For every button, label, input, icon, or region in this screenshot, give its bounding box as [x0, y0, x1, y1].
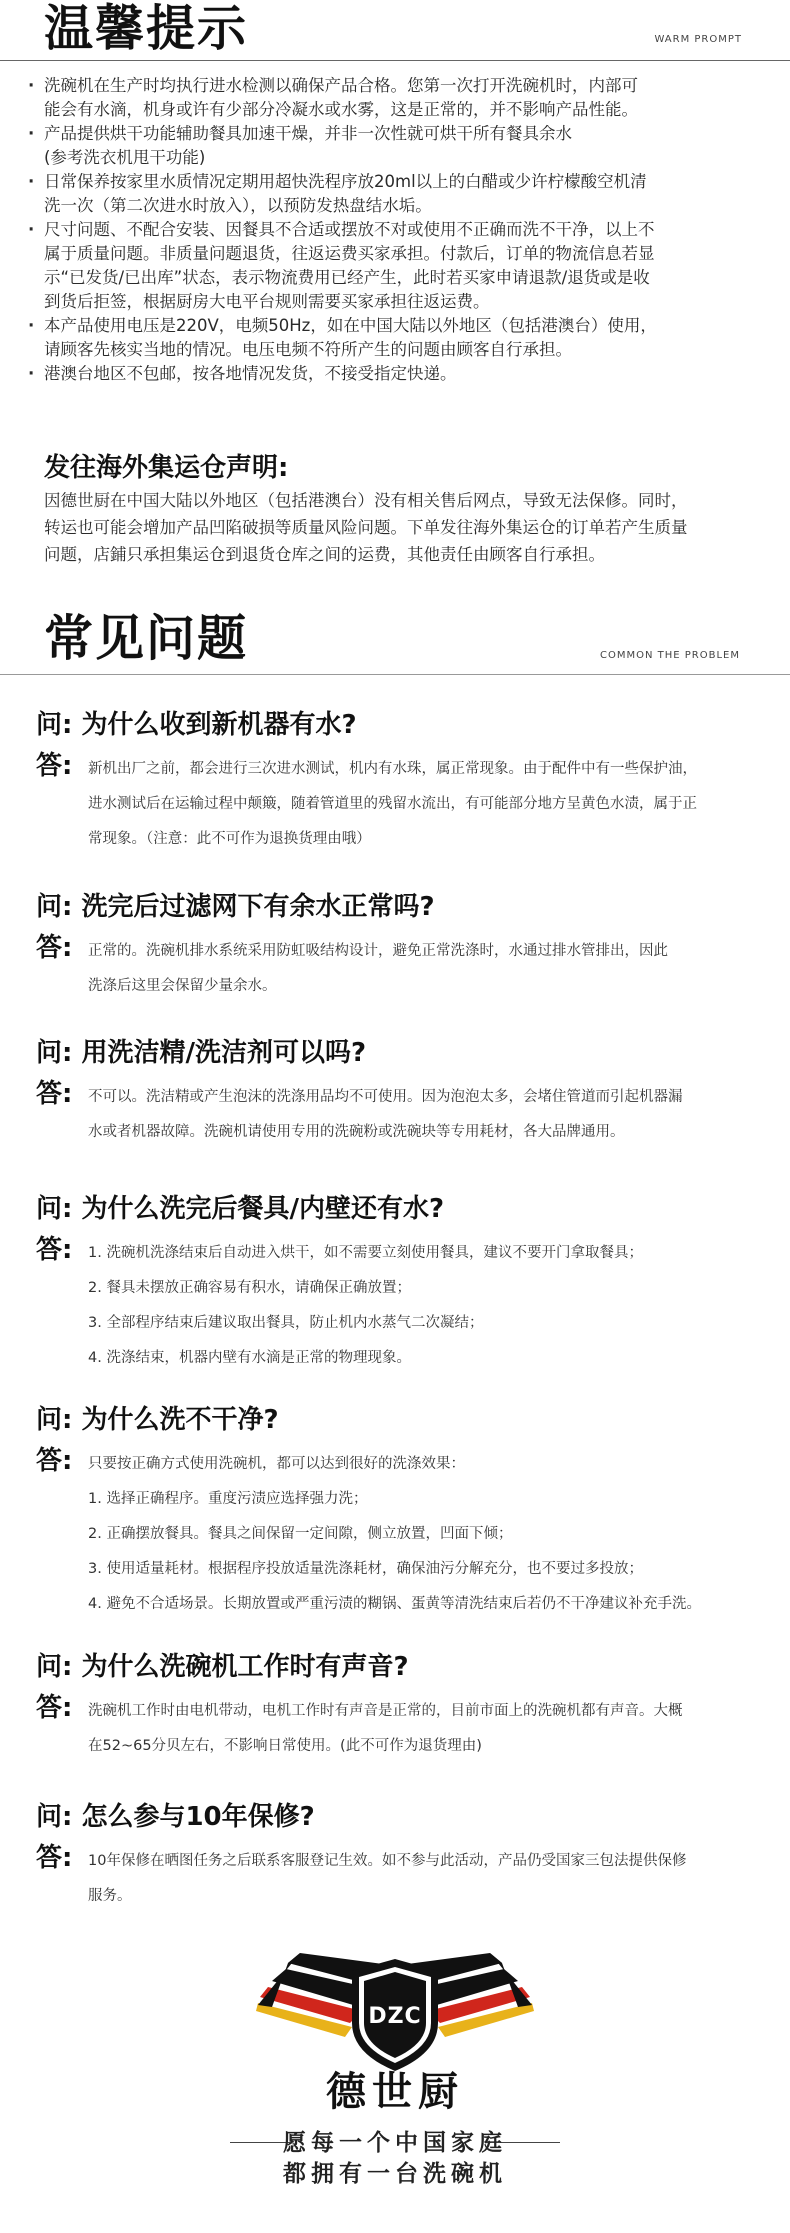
answer-line: 进水测试后在运输过程中颠簸，随着管道里的残留水流出，有可能部分地方呈黄色水渍，属于正 — [88, 796, 697, 812]
faq-answer — [36, 1844, 771, 1914]
warm-prompt-line: · 洗碗机在生产时均执行进水检测以确保产品合格。您第一次打开洗碗机时，内部可 — [44, 76, 638, 95]
warm-prompt-item — [28, 74, 768, 122]
warm-prompt-list — [28, 74, 768, 386]
overseas-line: 转运也可能会增加产品凹陷破损等质量风险问题。下单发往海外集运仓的订单若产生质量 — [44, 518, 688, 537]
question-text: 洗完后过滤网下有余水正常吗? — [81, 892, 435, 922]
answer-line: 4. 避免不合适场景。长期放置或严重污渍的糊锅、蛋黄等清洗结束后若仍不干净建议补充手洗。 — [88, 1596, 701, 1612]
answer-line: 洗涤后这里会保留少量余水。 — [88, 978, 277, 994]
warm-prompt-item — [28, 170, 768, 218]
warm-prompt-line: 到货后拒签，根据厨房大电平台规则需要买家承担往返运费。 — [44, 292, 490, 311]
warm-prompt-line: (参考洗衣机甩干功能) — [44, 148, 206, 167]
warm-prompt-line: · 港澳台地区不包邮，按各地情况发货，不接受指定快递。 — [44, 364, 457, 383]
answer-mark: 答: — [36, 1235, 73, 1265]
faq-header — [0, 608, 790, 678]
faq-question — [36, 890, 771, 924]
answer-line: 1. 选择正确程序。重度污渍应选择强力洗； — [88, 1491, 368, 1507]
brand-name: 德世厨 — [326, 2069, 464, 2115]
faq-answer — [36, 1447, 771, 1622]
faq-item — [36, 1403, 771, 1622]
warm-prompt-line: 洗一次（第二次进水时放入），以预防发热盘结水垢。 — [44, 196, 432, 215]
slogan-line-2: 都拥有一台洗碗机 — [283, 2161, 507, 2187]
faq-question — [36, 708, 771, 742]
answer-line: 2. 餐具未摆放正确容易有积水，请确保正确放置； — [88, 1280, 411, 1296]
answer-mark: 答: — [36, 1843, 73, 1873]
faq-answer — [36, 1694, 771, 1764]
answer-line: 3. 使用适量耗材。根据程序投放适量洗涤耗材，确保油污分解充分，也不要过多投放； — [88, 1561, 643, 1577]
warm-prompt-line: · 产品提供烘干功能辅助餐具加速干燥，并非一次性就可烘干所有餐具余水 — [44, 124, 572, 143]
faq-item — [36, 708, 771, 857]
question-mark: 问: — [36, 1652, 73, 1682]
faq-question — [36, 1036, 771, 1070]
question-mark: 问: — [36, 1194, 73, 1224]
answer-line: 4. 洗涤结束，机器内壁有水滴是正常的物理现象。 — [88, 1350, 411, 1366]
warm-prompt-line: 示“已发货/已出库”状态，表示物流费用已经产生，此时若买家申请退款/退货或是收 — [44, 268, 650, 287]
question-mark: 问: — [36, 1802, 73, 1832]
faq-subtitle: COMMON THE PROBLEM — [600, 650, 740, 661]
answer-line: 常现象。（注意：此不可作为退换货理由哦） — [88, 831, 371, 847]
faq-question — [36, 1192, 771, 1226]
answer-line: 10年保修在晒图任务之后联系客服登记生效。如不参与此活动，产品仍受国家三包法提供保修 — [88, 1853, 687, 1869]
faq-answer — [36, 934, 771, 1004]
answer-line: 1. 洗碗机洗涤结束后自动进入烘干，如不需要立刻使用餐具，建议不要开门拿取餐具； — [88, 1245, 643, 1261]
warm-prompt-item — [28, 362, 768, 386]
overseas-line: 因德世厨在中国大陆以外地区（包括港澳台）没有相关售后网点，导致无法保修。同时， — [44, 491, 688, 510]
question-text: 为什么洗完后餐具/内壁还有水? — [81, 1194, 445, 1224]
warm-prompt-line: 能会有水滴，机身或许有少部分冷凝水或水雾，这是正常的，并不影响产品性能。 — [44, 100, 638, 119]
answer-line: 不可以。洗洁精或产生泡沫的洗涤用品均不可使用。因为泡泡太多，会堵住管道而引起机器漏 — [88, 1089, 683, 1105]
faq-item — [36, 1036, 771, 1150]
faq-item — [36, 1800, 771, 1914]
warm-prompt-item — [28, 314, 768, 362]
warm-prompt-line: · 本产品使用电压是220V，电频50Hz，如在中国大陆以外地区（包括港澳台）使用， — [44, 316, 657, 335]
question-text: 用洗洁精/洗洁剂可以吗? — [81, 1038, 367, 1068]
faq-question — [36, 1800, 771, 1834]
faq-answer — [36, 752, 771, 857]
faq-item — [36, 1192, 771, 1376]
faq-item — [36, 1650, 771, 1764]
answer-line: 只要按正确方式使用洗碗机，都可以达到很好的洗涤效果： — [88, 1456, 465, 1472]
faq-divider — [0, 674, 790, 675]
answer-mark: 答: — [36, 1079, 73, 1109]
question-mark: 问: — [36, 892, 73, 922]
faq-title: 常见问题 — [44, 610, 249, 667]
question-text: 为什么洗不干净? — [81, 1405, 279, 1435]
answer-line: 新机出厂之前，都会进行三次进水测试，机内有水珠，属正常现象。由于配件中有一些保护油， — [88, 761, 697, 777]
warm-prompt-item — [28, 122, 768, 170]
warm-prompt-divider — [0, 60, 790, 61]
slogan-line-1: 愿每一个中国家庭 — [283, 2130, 507, 2156]
faq-question — [36, 1403, 771, 1437]
warm-prompt-title: 温馨提示 — [44, 0, 249, 57]
answer-line: 正常的。洗碗机排水系统采用防虹吸结构设计，避免正常洗涤时，水通过排水管排出，因此 — [88, 943, 668, 959]
overseas-line: 问题，店鋪只承担集运仓到退货仓库之间的运费，其他责任由顾客自行承担。 — [44, 545, 605, 564]
answer-mark: 答: — [36, 751, 73, 781]
faq-answer — [36, 1236, 771, 1376]
question-mark: 问: — [36, 710, 73, 740]
question-text: 为什么洗碗机工作时有声音? — [81, 1652, 409, 1682]
overseas-paragraph — [44, 487, 774, 568]
warm-prompt-line: 请顾客先核实当地的情况。电压电频不符所产生的问题由顾客自行承担。 — [44, 340, 572, 359]
overseas-title: 发往海外集运仓声明: — [44, 453, 289, 483]
answer-line: 洗碗机工作时由电机带动，电机工作时有声音是正常的，目前市面上的洗碗机都有声音。大概 — [88, 1703, 683, 1719]
warm-prompt-item — [28, 218, 768, 314]
answer-line: 2. 正确摆放餐具。餐具之间保留一定间隙，侧立放置，凹面下倾； — [88, 1526, 513, 1542]
question-text: 怎么参与10年保修? — [81, 1802, 315, 1832]
answer-line: 在52~65分贝左右，不影响日常使用。(此不可作为退货理由) — [88, 1738, 482, 1754]
answer-line: 3. 全部程序结束后建议取出餐具，防止机内水蒸气二次凝结； — [88, 1315, 484, 1331]
question-mark: 问: — [36, 1405, 73, 1435]
faq-answer — [36, 1080, 771, 1150]
question-mark: 问: — [36, 1038, 73, 1068]
warm-prompt-subtitle: WARM PROMPT — [654, 34, 742, 45]
question-text: 为什么收到新机器有水? — [81, 710, 357, 740]
answer-mark: 答: — [36, 1693, 73, 1723]
answer-line: 服务。 — [88, 1888, 132, 1904]
faq-question — [36, 1650, 771, 1684]
emblem-text: DZC — [368, 2004, 422, 2029]
warm-prompt-line: 属于质量问题。非质量问题退货，往返运费买家承担。付款后，订单的物流信息若显 — [44, 244, 655, 263]
warm-prompt-header — [0, 0, 790, 70]
faq-item — [36, 890, 771, 1004]
answer-line: 水或者机器故障。洗碗机请使用专用的洗碗粉或洗碗块等专用耗材，各大品牌通用。 — [88, 1124, 625, 1140]
warm-prompt-line: · 尺寸问题、不配合安装、因餐具不合适或摆放不对或使用不正确而洗不干净，以上不 — [44, 220, 655, 239]
answer-mark: 答: — [36, 1446, 73, 1476]
warm-prompt-line: · 日常保养按家里水质情况定期用超快洗程序放20ml以上的白醋或少许柠檬酸空机清 — [44, 172, 647, 191]
answer-mark: 答: — [36, 933, 73, 963]
